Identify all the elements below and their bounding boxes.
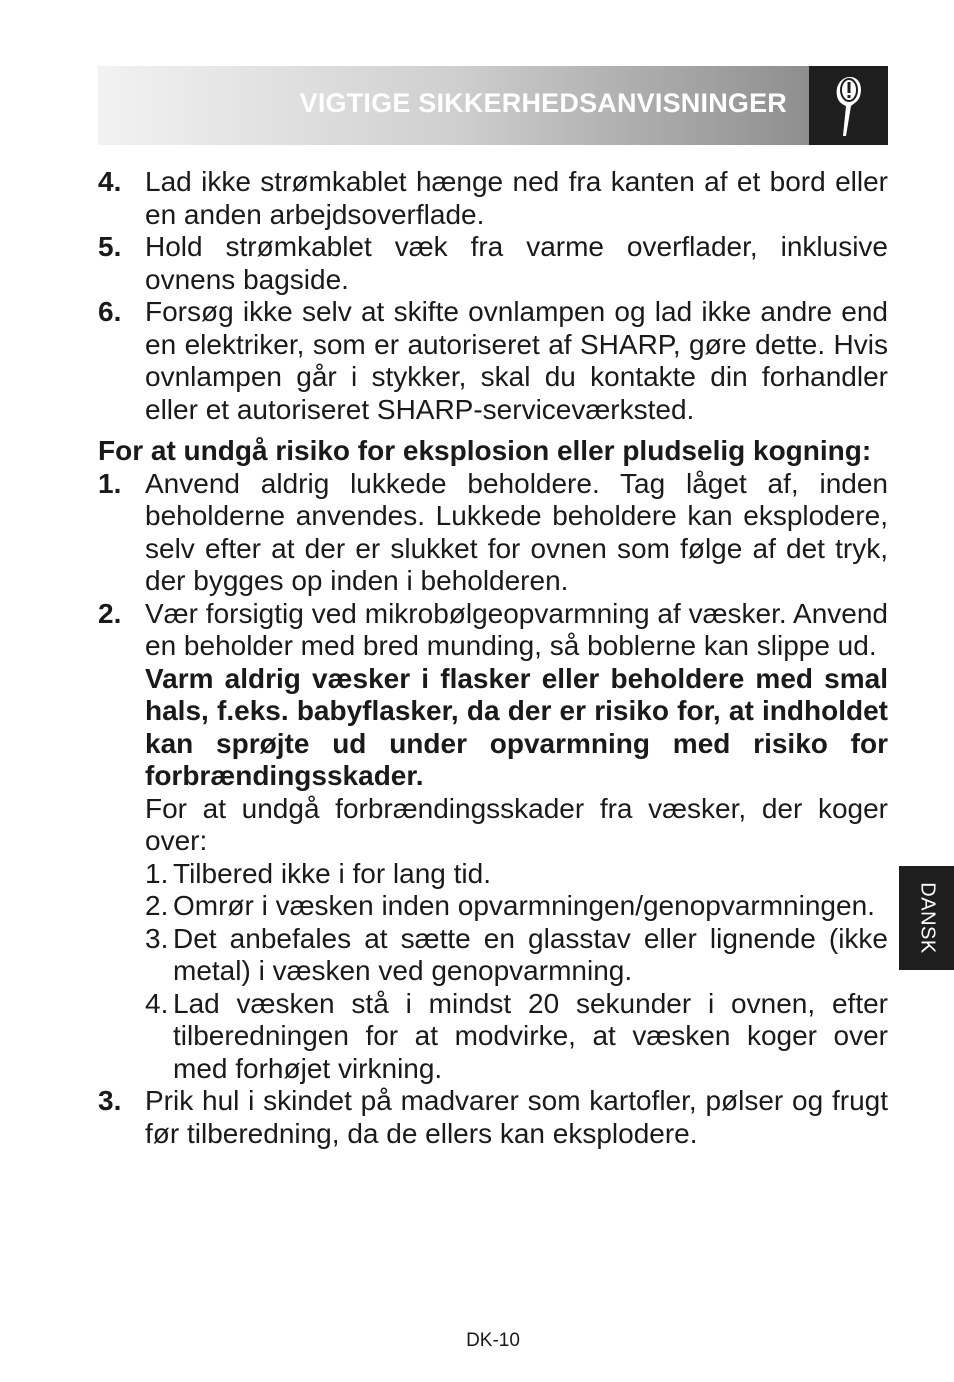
sublist-item	[145, 923, 888, 988]
warning-text: Varm aldrig væsker i flasker eller beholdere med smal hals, f.eks. babyflasker, da der er risiko for, at indholdet kan sprøjte ud under opvarmning med risiko for forbrændingsskader.	[145, 662, 888, 791]
sublist-intro: For at undgå forbrændingsskader fra væsker, der koger over:	[145, 792, 888, 856]
list-item	[98, 598, 888, 1086]
language-tab-label: DANSK	[916, 882, 938, 954]
item-text: Forsøg ikke selv at skifte ovnlampen og lad ikke andre end en elektriker, som er autoriseret af SHARP, gøre dette. Hvis ovnlampen går i stykker, skal du kontakte din forhandler eller et autoriseret SHARP-serviceværksted.	[145, 296, 888, 425]
section-title: VIGTIGE SIKKERHEDSANVISNINGER	[299, 88, 787, 118]
item-text: Prik hul i skindet på madvarer som kartofler, pølser og frugt før tilberedning, da de ellers kan eksplodere.	[145, 1085, 888, 1149]
sublist-text: Det anbefales at sætte en glasstav eller lignende (ikke metal) i væsken ved genopvarmning.	[173, 922, 888, 986]
list-item	[98, 1085, 888, 1150]
page-number: DK-10	[466, 1330, 520, 1351]
sublist-item	[145, 858, 888, 891]
item-text: Vær forsigtig ved mikrobølgeopvarmning af væsker. Anvend en beholder med bred munding, så boblerne kan slippe ud.	[145, 597, 888, 661]
language-tab	[899, 866, 954, 970]
list-item	[98, 468, 888, 598]
sublist-text: Lad væsken stå i mindst 20 sekunder i ovnen, efter tilberedningen for at modvirke, at væsken koger over med forhøjet virkning.	[173, 987, 888, 1084]
item-text: Hold strømkablet væk fra varme overflader, inklusive ovnens bagside.	[145, 231, 888, 295]
sublist-number: 3.	[145, 922, 169, 954]
sublist-number: 4.	[145, 987, 169, 1019]
list-item	[98, 231, 888, 296]
item-number: 5.	[98, 231, 122, 262]
item-body	[145, 598, 888, 1086]
item-number: 3.	[98, 1085, 122, 1116]
main-content	[98, 166, 888, 1150]
item-number: 6.	[98, 296, 122, 327]
list-item	[98, 296, 888, 426]
item-number: 1.	[98, 467, 122, 499]
section-header-band	[98, 66, 809, 145]
sublist-text: Omrør i væsken inden opvarmningen/genopvarmningen.	[173, 890, 875, 921]
list-item	[98, 166, 888, 231]
item-text: Anvend aldrig lukkede beholdere. Tag låget af, inden beholderne anvendes. Lukkede beholdere kan eksplodere, selv efter at der er slukket for ovnen som følge af det tryk, der bygges op inden i beholderen.	[145, 467, 888, 596]
sublist-item	[145, 988, 888, 1086]
item-text: Lad ikke strømkablet hænge ned fra kanten af et bord eller en anden arbejdsoverflade.	[145, 166, 888, 230]
sublist-text: Tilbered ikke i for lang tid.	[173, 857, 491, 889]
sublist-number: 1.	[145, 857, 169, 889]
item-number: 4.	[98, 166, 122, 197]
section-heading: For at undgå risiko for eksplosion eller pludselig kogning:	[98, 435, 872, 466]
sublist-item	[145, 890, 888, 923]
exclamation-hand-icon	[833, 74, 865, 138]
warning-icon-box	[809, 66, 888, 145]
sublist-number: 2.	[145, 890, 169, 921]
item-number: 2.	[98, 597, 122, 629]
